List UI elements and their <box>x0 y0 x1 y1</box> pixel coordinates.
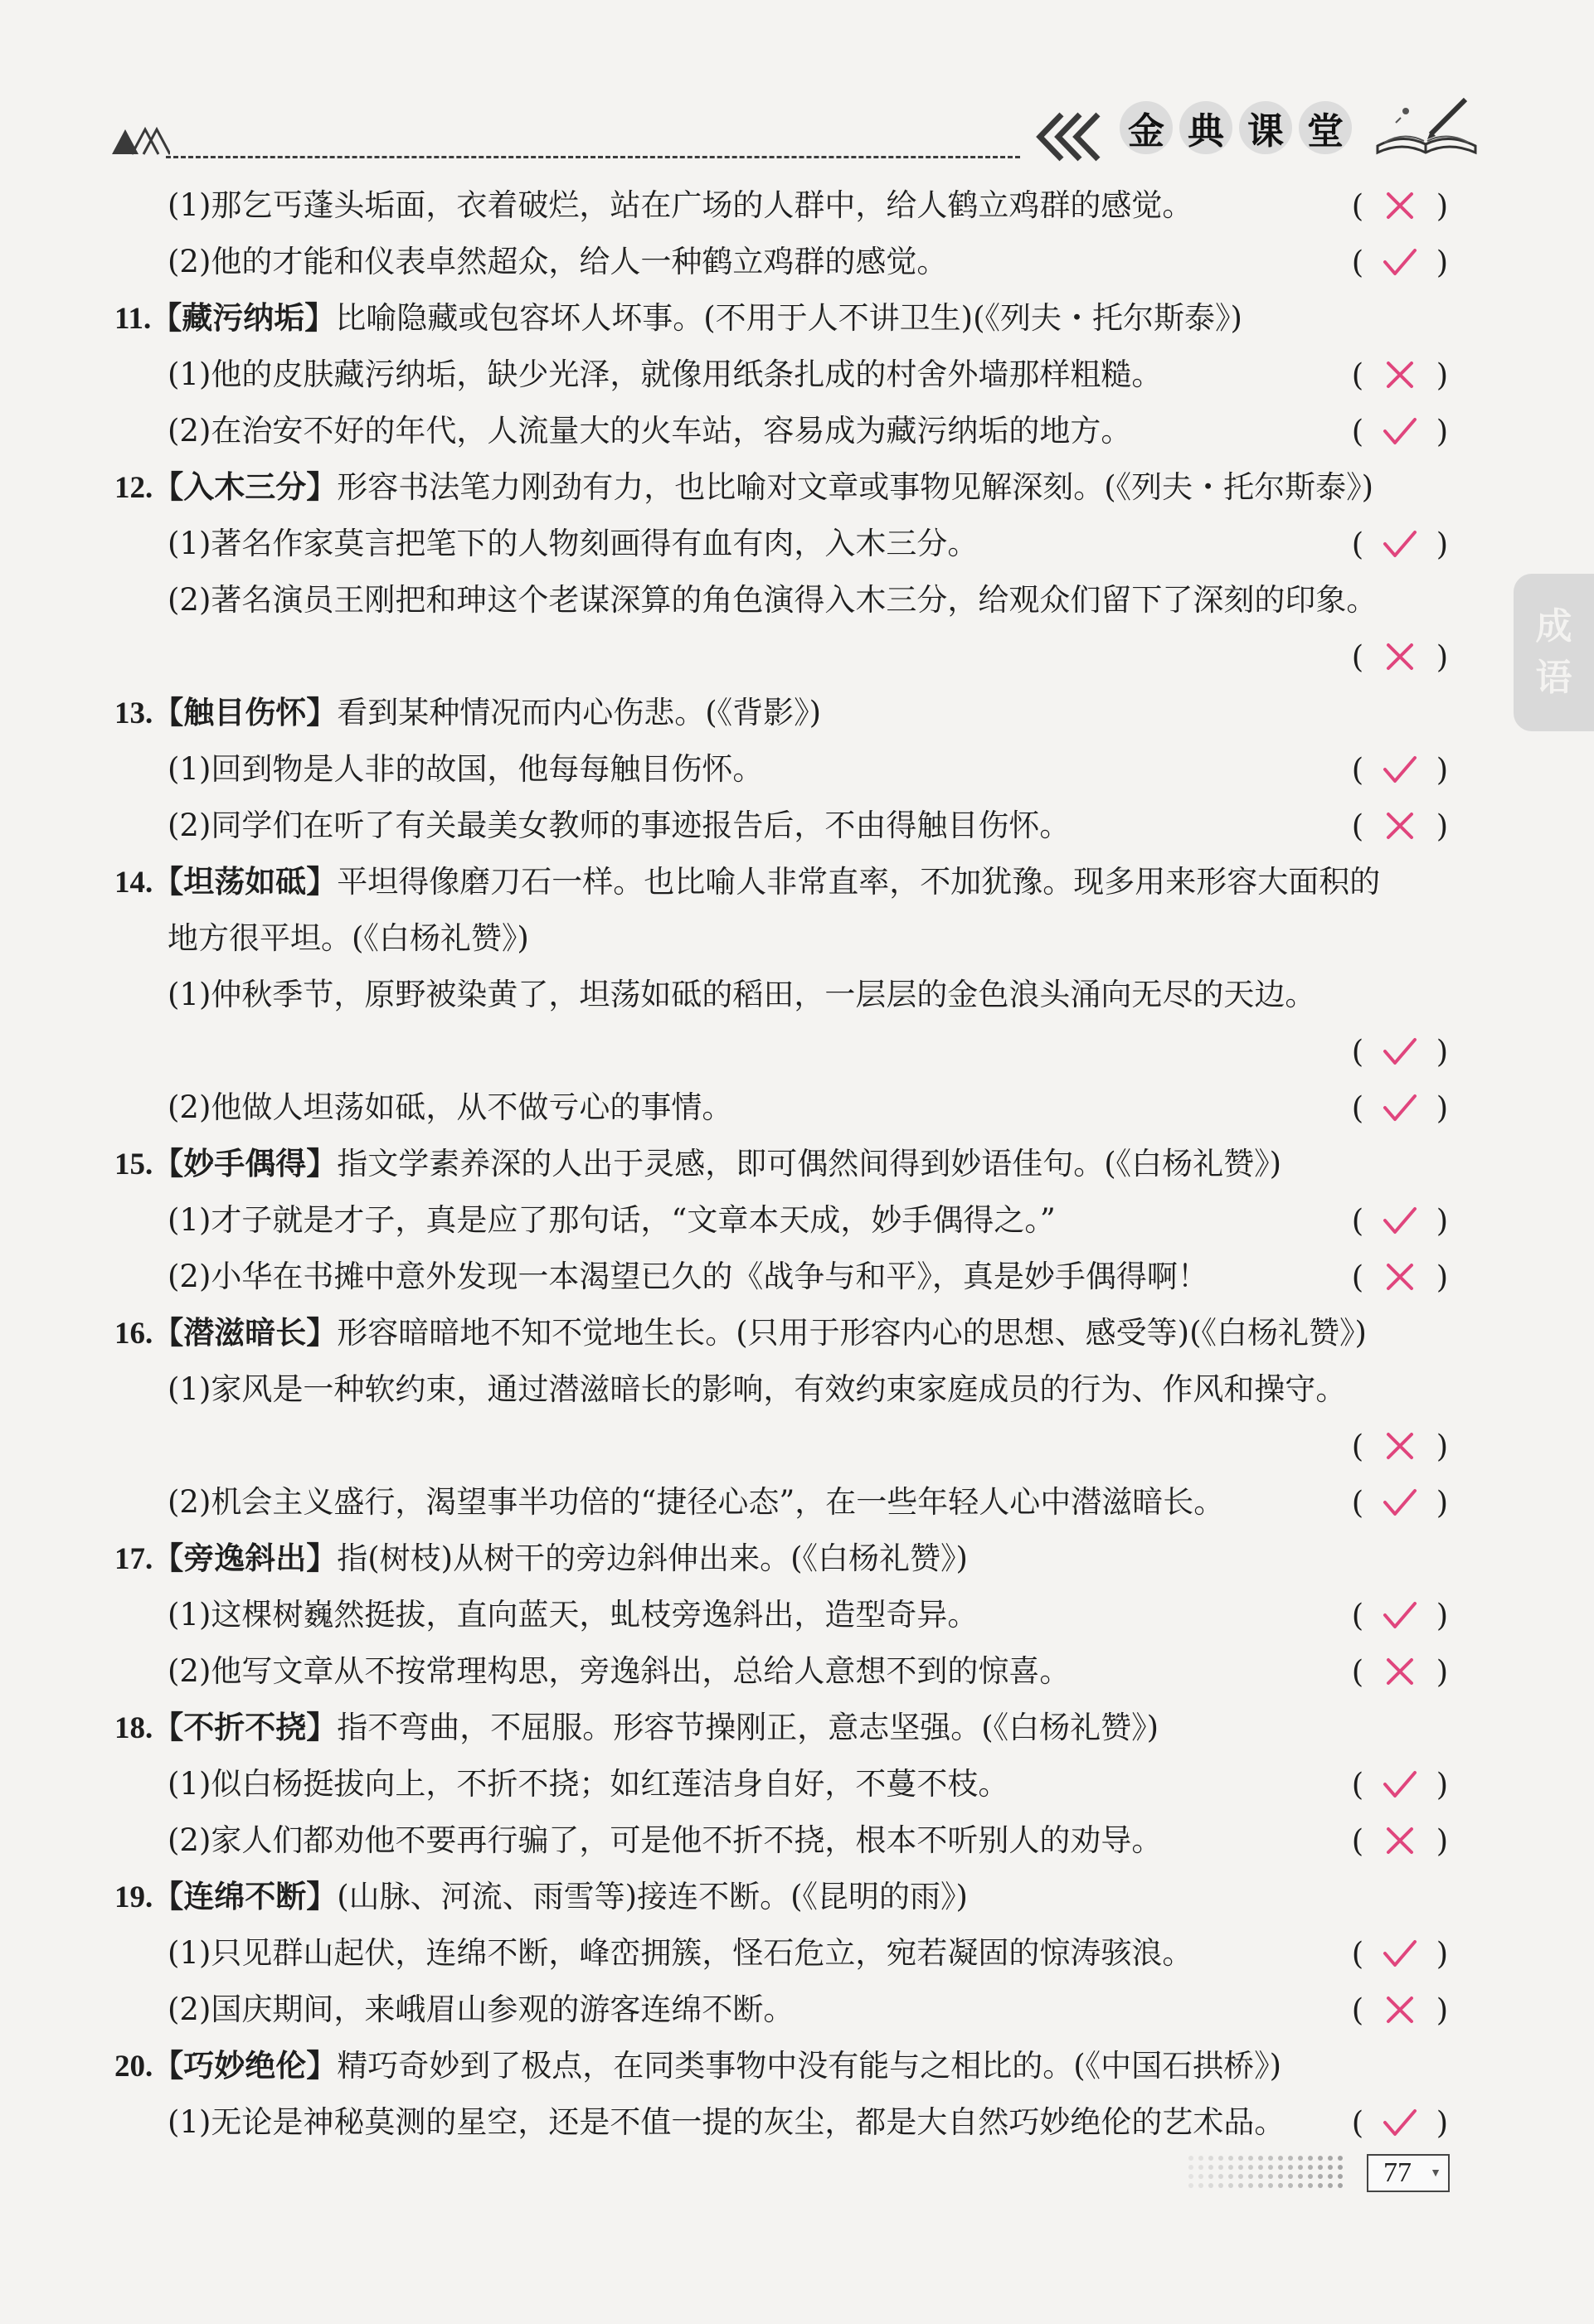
judgement-mark <box>1350 1647 1450 1696</box>
open-paren: ( <box>1351 187 1364 224</box>
idiom-term: 【妙手偶得】 <box>153 1146 338 1181</box>
example-sentence: (2)著名演员王刚把和珅这个老谋深算的角色演得入木三分，给观众们留下了深刻的印象。 <box>168 582 1378 618</box>
check-mark-icon <box>1382 1768 1418 1801</box>
idiom-entry <box>114 2041 1281 2091</box>
idiom-entry <box>114 1139 1281 1189</box>
open-book-pen-icon <box>1373 93 1480 159</box>
idiom-entry <box>114 857 1380 907</box>
open-paren: ( <box>1351 1428 1364 1464</box>
cross-mark-icon <box>1382 1429 1418 1463</box>
idiom-term: 【藏污纳垢】 <box>151 300 336 336</box>
header-triangles-icon <box>112 124 170 158</box>
check-mark-icon <box>1382 1937 1418 1970</box>
close-paren: ) <box>1436 808 1449 844</box>
cross-mark-icon <box>1382 1824 1418 1857</box>
idiom-term: 【旁逸斜出】 <box>153 1540 338 1576</box>
judgement-mark <box>1350 1590 1450 1640</box>
judgement-mark <box>1350 1759 1450 1809</box>
example-sentence: (1)只见群山起伏，连绵不断，峰峦拥簇，怪石危立，宛若凝固的惊涛骇浪。 <box>168 1935 1193 1971</box>
idiom-definition: 比喻隐藏或包容坏人坏事。(不用于人不讲卫生)(《列夫・托尔斯泰》) <box>335 300 1242 336</box>
idiom-definition: 指(树枝)从树干的旁边斜伸出来。(《白杨礼赞》) <box>337 1540 968 1576</box>
entry-number: 19. <box>114 1880 153 1914</box>
entry-number: 17. <box>114 1542 153 1576</box>
judgement-mark <box>1350 1252 1450 1302</box>
idiom-definition: 形容书法笔力刚劲有力，也比喻对文章或事物见解深刻。(《列夫・托尔斯泰》) <box>337 469 1374 505</box>
idiom-entry <box>114 463 1373 512</box>
example-sentence: (1)似白杨挺拔向上，不折不挠；如红莲洁身自好，不蔓不枝。 <box>168 1766 1009 1802</box>
cross-mark-icon <box>1382 640 1418 673</box>
judgement-mark <box>1350 1985 1450 2035</box>
idiom-definition: 形容暗暗地不知不觉地生长。(只用于形容内心的思想、感受等)(《白杨礼赞》) <box>337 1315 1367 1351</box>
open-paren: ( <box>1351 1992 1364 2028</box>
check-mark-icon <box>1382 1204 1418 1237</box>
close-paren: ) <box>1436 1484 1449 1521</box>
idiom-entry <box>114 1872 968 1922</box>
example-sentence: (1)家风是一种软约束，通过潜滋暗长的影响，有效约束家庭成员的行为、作风和操守。 <box>168 1371 1347 1407</box>
idiom-term: 【不折不挠】 <box>153 1710 338 1745</box>
close-paren: ) <box>1436 751 1449 788</box>
check-mark-icon <box>1382 527 1418 560</box>
example-sentence: (1)他的皮肤藏污纳垢，缺少光泽，就像用纸条扎成的村舍外墙那样粗糙。 <box>168 357 1163 392</box>
judgement-mark <box>1350 1196 1450 1245</box>
open-paren: ( <box>1351 1202 1364 1239</box>
close-paren: ) <box>1436 638 1449 675</box>
judgement-mark <box>1350 237 1450 287</box>
open-paren: ( <box>1351 808 1364 844</box>
check-mark-icon <box>1382 415 1418 448</box>
example-sentence: (1)回到物是人非的故国，他每每触目伤怀。 <box>168 751 764 787</box>
idiom-term: 【巧妙绝伦】 <box>153 2048 338 2084</box>
close-paren: ) <box>1436 244 1449 280</box>
example-sentence: (2)家人们都劝他不要再行骗了，可是他不折不挠，根本不听别人的劝导。 <box>168 1822 1163 1858</box>
judgement-mark <box>1350 632 1450 682</box>
open-paren: ( <box>1351 751 1364 788</box>
example-sentence: (2)同学们在听了有关最美女教师的事迹报告后，不由得触目伤怀。 <box>168 808 1071 843</box>
example-sentence: (1)才子就是才子，真是应了那句话，“文章本天成，妙手偶得之。” <box>168 1202 1056 1238</box>
entry-number: 15. <box>114 1147 153 1181</box>
side-tab-char: 成 <box>1535 605 1572 648</box>
cross-mark-icon <box>1382 809 1418 842</box>
idiom-definition: 指文学素养深的人出于灵感，即可偶然间得到妙语佳句。(《白杨礼赞》) <box>337 1146 1282 1181</box>
definition-continuation: 地方很平坦。(《白杨礼赞》) <box>168 920 529 956</box>
entry-number: 11. <box>114 302 152 336</box>
idiom-entry <box>114 1703 1159 1753</box>
judgement-mark <box>1350 1477 1450 1527</box>
cross-mark-icon <box>1382 1993 1418 2026</box>
idiom-term: 【坦荡如砥】 <box>153 864 338 900</box>
cross-mark-icon <box>1382 189 1418 222</box>
judgement-mark <box>1350 1083 1450 1133</box>
judgement-mark <box>1350 406 1450 456</box>
open-paren: ( <box>1351 1822 1364 1859</box>
brand-char: 典 <box>1179 101 1232 154</box>
judgement-mark <box>1350 1816 1450 1866</box>
example-sentence: (2)他写文章从不按常理构思，旁逸斜出，总给人意想不到的惊喜。 <box>168 1653 1071 1689</box>
check-mark-icon <box>1382 2106 1418 2139</box>
close-paren: ) <box>1436 1033 1449 1070</box>
example-sentence: (1)这棵树巍然挺拔，直向蓝天，虬枝旁逸斜出，造型奇异。 <box>168 1597 979 1633</box>
example-sentence: (2)机会主义盛行，渴望事半功倍的“捷径心态”，在一些年轻人心中潜滋暗长。 <box>168 1484 1225 1520</box>
judgement-mark <box>1350 1026 1450 1076</box>
close-paren: ) <box>1436 187 1449 224</box>
open-paren: ( <box>1351 1597 1364 1633</box>
open-paren: ( <box>1351 413 1364 449</box>
example-sentence: (2)国庆期间，来峨眉山参观的游客连绵不断。 <box>168 1992 795 2027</box>
entry-number: 13. <box>114 696 153 730</box>
close-paren: ) <box>1436 1822 1449 1859</box>
page-number-box <box>1367 2154 1450 2192</box>
judgement-mark <box>1350 2098 1450 2147</box>
entry-number: 16. <box>114 1317 153 1351</box>
entry-number: 20. <box>114 2050 153 2084</box>
example-sentence: (1)那乞丐蓬头垢面，衣着破烂，站在广场的人群中，给人鹤立鸡群的感觉。 <box>168 187 1193 223</box>
entry-number: 12. <box>114 471 153 505</box>
judgement-mark <box>1350 1421 1450 1471</box>
example-sentence: (2)他的才能和仪表卓然超众，给人一种鹤立鸡群的感觉。 <box>168 244 948 279</box>
close-paren: ) <box>1436 1428 1449 1464</box>
open-paren: ( <box>1351 1766 1364 1802</box>
entry-number: 18. <box>114 1711 153 1745</box>
close-paren: ) <box>1436 2104 1449 2141</box>
close-paren: ) <box>1436 357 1449 393</box>
close-paren: ) <box>1436 1089 1449 1126</box>
idiom-term: 【触目伤怀】 <box>153 695 338 730</box>
header-chevrons-icon <box>1028 108 1111 166</box>
example-sentence: (2)在治安不好的年代，人流量大的火车站，容易成为藏污纳垢的地方。 <box>168 413 1132 449</box>
example-sentence: (2)小华在书摊中意外发现一本渴望已久的《战争与和平》，真是妙手偶得啊！ <box>168 1259 1208 1294</box>
idiom-definition: (山脉、河流、雨雪等)接连不断。(《昆明的雨》) <box>337 1879 968 1914</box>
idiom-term: 【入木三分】 <box>153 469 338 505</box>
brand-char: 课 <box>1239 101 1292 154</box>
open-paren: ( <box>1351 526 1364 562</box>
idiom-term: 【连绵不断】 <box>153 1879 338 1914</box>
judgement-mark <box>1350 801 1450 851</box>
close-paren: ) <box>1436 1597 1449 1633</box>
open-paren: ( <box>1351 357 1364 393</box>
header-dashed-rule <box>166 156 1020 158</box>
close-paren: ) <box>1436 1259 1449 1295</box>
idiom-definition: 指不弯曲，不屈服。形容节操刚正，意志坚强。(《白杨礼赞》) <box>337 1710 1159 1745</box>
example-sentence: (2)他做人坦荡如砥，从不做亏心的事情。 <box>168 1089 733 1125</box>
idiom-entry <box>114 1308 1367 1358</box>
check-mark-icon <box>1382 1091 1418 1124</box>
open-paren: ( <box>1351 638 1364 675</box>
cross-mark-icon <box>1382 1655 1418 1688</box>
example-sentence: (1)仲秋季节，原野被染黄了，坦荡如砥的稻田，一层层的金色浪头涌向无尽的天边。 <box>168 977 1316 1012</box>
cross-mark-icon <box>1382 1260 1418 1293</box>
open-paren: ( <box>1351 1033 1364 1070</box>
open-paren: ( <box>1351 244 1364 280</box>
page-arrow-icon: ▼ <box>1430 2167 1441 2180</box>
example-sentence: (1)无论是神秘莫测的星空，还是不值一提的灰尘，都是大自然巧妙绝伦的艺术品。 <box>168 2104 1285 2140</box>
page-number: 77 <box>1383 2157 1412 2188</box>
open-paren: ( <box>1351 1935 1364 1972</box>
check-mark-icon <box>1382 245 1418 279</box>
open-paren: ( <box>1351 1259 1364 1295</box>
open-paren: ( <box>1351 1089 1364 1126</box>
close-paren: ) <box>1436 1653 1449 1690</box>
judgement-mark <box>1350 350 1450 400</box>
check-mark-icon <box>1382 1035 1418 1068</box>
brand-title <box>1120 101 1352 154</box>
idiom-entry <box>114 688 821 738</box>
entry-number: 14. <box>114 866 153 900</box>
judgement-mark <box>1350 745 1450 794</box>
idiom-definition: 看到某种情况而内心伤悲。(《背影》) <box>337 695 822 730</box>
close-paren: ) <box>1436 413 1449 449</box>
open-paren: ( <box>1351 1653 1364 1690</box>
side-tab-char: 语 <box>1535 657 1572 699</box>
close-paren: ) <box>1436 1935 1449 1972</box>
idiom-term: 【潜滋暗长】 <box>153 1315 338 1351</box>
check-mark-icon <box>1382 753 1418 786</box>
close-paren: ) <box>1436 1766 1449 1802</box>
open-paren: ( <box>1351 1484 1364 1521</box>
judgement-mark <box>1350 1929 1450 1978</box>
side-tab-idioms <box>1514 574 1594 731</box>
idiom-definition: 精巧奇妙到了极点，在同类事物中没有能与之相比的。(《中国石拱桥》) <box>337 2048 1282 2084</box>
close-paren: ) <box>1436 526 1449 562</box>
example-sentence: (1)著名作家莫言把笔下的人物刻画得有血有肉，入木三分。 <box>168 526 979 561</box>
idiom-entry <box>114 294 1242 343</box>
brand-char: 金 <box>1120 101 1173 154</box>
close-paren: ) <box>1436 1992 1449 2028</box>
judgement-mark <box>1350 519 1450 569</box>
close-paren: ) <box>1436 1202 1449 1239</box>
idiom-definition: 平坦得像磨刀石一样。也比喻人非常直率，不加犹豫。现多用来形容大面积的 <box>337 864 1381 900</box>
idiom-entry <box>114 1534 968 1584</box>
footer-dots-decoration <box>1186 2152 1352 2193</box>
brand-char: 堂 <box>1299 101 1352 154</box>
judgement-mark <box>1350 181 1450 230</box>
open-paren: ( <box>1351 2104 1364 2141</box>
cross-mark-icon <box>1382 358 1418 391</box>
check-mark-icon <box>1382 1599 1418 1632</box>
check-mark-icon <box>1382 1486 1418 1519</box>
